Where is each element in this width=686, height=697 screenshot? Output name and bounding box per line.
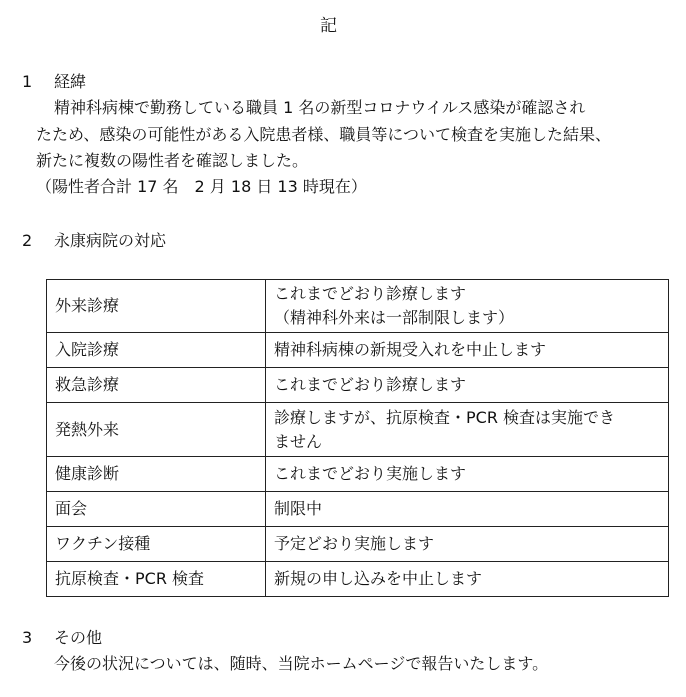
row-value [266, 457, 669, 492]
section-1-line-4: （陽性者合計 17 名 2 月 18 日 13 時現在） [36, 177, 367, 196]
section-1-title: 経緯 [54, 72, 87, 91]
table-row [47, 492, 669, 527]
section-1-line-2: たため、感染の可能性がある入院患者様、職員等について検査を実施した結果、 [36, 125, 612, 144]
row-value [266, 280, 669, 333]
row-label: 健康診断 [47, 457, 266, 492]
section-1-line-1: 精神科病棟で勤務している職員 1 名の新型コロナウイルス感染が確認され [54, 98, 586, 117]
row-label: 入院診療 [47, 333, 266, 368]
row-value-line: これまでどおり診療します [274, 284, 467, 303]
row-value [266, 333, 669, 368]
row-value-line: 予定どおり実施します [274, 534, 435, 553]
table-row [47, 333, 669, 368]
row-label: 外来診療 [47, 280, 266, 333]
table-row [47, 280, 669, 333]
row-value-line: ません [274, 431, 323, 451]
row-value-line: 制限中 [274, 499, 323, 518]
row-value [266, 403, 669, 457]
section-2-number: 2 [22, 231, 33, 250]
row-label: 発熱外来 [47, 403, 266, 457]
row-label: 救急診療 [47, 368, 266, 403]
row-value [266, 492, 669, 527]
section-3-number: 3 [22, 628, 33, 647]
table-row [47, 527, 669, 562]
section-3-title: その他 [54, 628, 103, 647]
section-1-line-3: 新たに複数の陽性者を確認しました。 [36, 151, 309, 170]
row-value [266, 368, 669, 403]
row-value-line: 診療しますが、抗原検査・PCR 検査は実施でき [274, 407, 616, 427]
row-value-line: 新規の申し込みを中止します [274, 569, 483, 588]
section-2-title: 永康病院の対応 [54, 231, 167, 250]
row-label: 抗原検査・PCR 検査 [47, 562, 266, 597]
section-1-number: 1 [22, 72, 33, 91]
row-label: ワクチン接種 [47, 527, 266, 562]
table-row [47, 403, 669, 457]
row-label: 面会 [47, 492, 266, 527]
row-value-line: これまでどおり診療します [274, 375, 467, 394]
table-row [47, 562, 669, 597]
row-value [266, 562, 669, 597]
document-heading: 記 [320, 16, 337, 36]
section-3-text: 今後の状況については、随時、当院ホームページで報告いたします。 [54, 654, 549, 673]
hospital-response-table [46, 279, 669, 597]
row-value-line: （精神科外来は一部制限します） [274, 308, 515, 327]
row-value-line: これまでどおり実施します [274, 464, 467, 483]
table-row [47, 368, 669, 403]
table-row [47, 457, 669, 492]
row-value-line: 精神科病棟の新規受入れを中止します [274, 340, 547, 359]
row-value [266, 527, 669, 562]
